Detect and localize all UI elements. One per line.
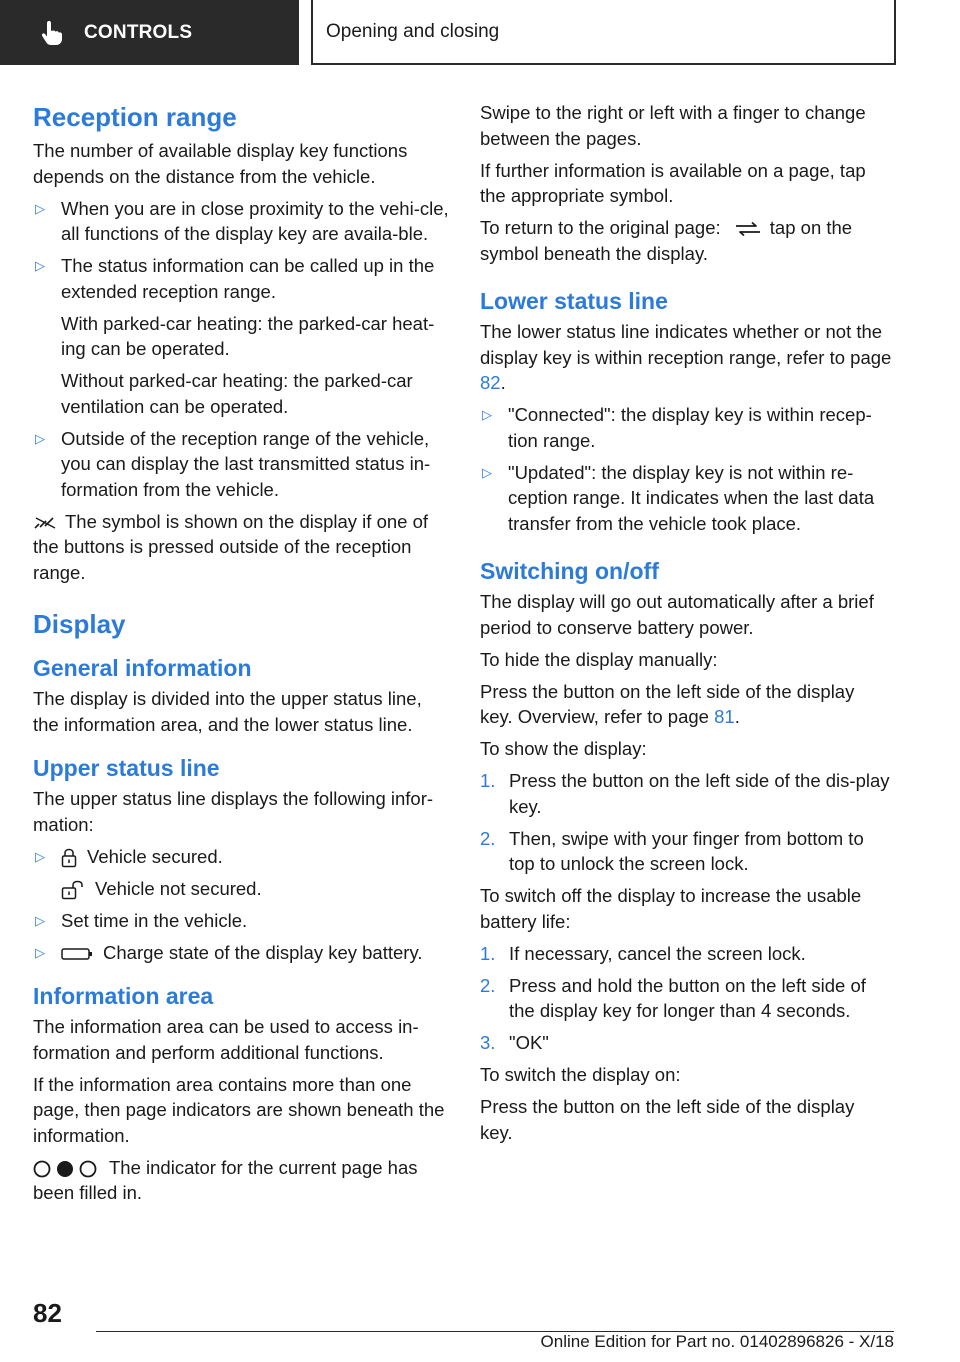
lock-open-icon [61, 880, 85, 900]
step-number: 3. [480, 1032, 496, 1053]
page-link-81[interactable]: 81 [714, 706, 735, 727]
footer-edition: Online Edition for Part no. 01402896826 - X/18 [540, 1332, 894, 1351]
step-number: 1. [480, 770, 496, 791]
hand-pointer-icon [40, 20, 64, 46]
bullet-marker: ▷ [482, 464, 492, 480]
list-item: ▷ "Connected": the display key is within recep‐tion range. [482, 404, 872, 451]
page-indicator-icon [33, 1159, 99, 1179]
list-item: 3. "OK" [480, 1030, 892, 1056]
step-number: 2. [480, 974, 496, 996]
general-information-text: The display is divided into the upper status line, the information area, and the lower status line. [33, 688, 422, 735]
upper-status-line-heading: Upper status line [33, 755, 220, 781]
list-item: ▷ The status information can be called up in the extended reception range. With parked-car heating: the parked-car heat‐ing can be operated. Without parked-car heating: the parked-car ventilation can be operated. [33, 253, 451, 419]
reception-list [33, 196, 451, 503]
sub-paragraph: Without parked-car heating: the parked-car ventilation can be operated. [61, 370, 413, 417]
header-chapter-tab [311, 0, 896, 65]
switch-text-2: To hide the display manually: [480, 648, 718, 670]
no-signal-icon [33, 516, 57, 530]
list-item: 1. Press the button on the left side of the dis‐play key. [480, 770, 890, 817]
chapter-title: Opening and closing [326, 20, 500, 42]
lower-status-line-heading: Lower status line [480, 288, 668, 314]
switch-off-steps [480, 941, 892, 1056]
list-item: 2. Press and hold the button on the left side of the display key for longer than 4 seconds. [480, 974, 866, 1021]
list-item: 2. Then, swipe with your finger from bottom to top to unlock the screen lock. [480, 827, 864, 874]
step-number: 1. [480, 942, 496, 964]
upper-status-list [33, 844, 451, 966]
back-arrows-icon [734, 221, 762, 237]
list-item: ▷ Set time in the vehicle. [33, 908, 451, 934]
page-indicator-note: The indicator for the current page has been filled in. [33, 1156, 418, 1203]
page-link-82[interactable]: 82 [480, 372, 501, 393]
further-info-text: If further information is available on a page, tap the appropriate symbol. [480, 159, 866, 206]
reception-range-heading: Reception range [33, 102, 237, 132]
reception-intro: The number of available display key functions depends on the distance from the vehicle. [33, 140, 408, 187]
left-column [33, 100, 451, 1212]
lock-closed-icon [61, 848, 77, 868]
lower-status-line-text: The lower status line indicates whether or not the display key is within reception range, refer to page 82. [480, 321, 892, 393]
out-of-range-note: The symbol is shown on the display if one of the buttons is pressed outside of the reception range. [33, 510, 428, 583]
list-item: 1. If necessary, cancel the screen lock. [480, 941, 892, 967]
list-item: ▷ Outside of the reception range of the vehicle, you can display the last transmitted status in‐formation from the vehicle. [35, 427, 431, 500]
information-area-text: The information area can be used to access in‐formation and perform additional functions. [33, 1016, 419, 1063]
battery-icon [61, 947, 93, 961]
switch-text-1: The display will go out automatically after a brief period to conserve battery power. [480, 591, 874, 638]
bullet-marker: ▷ [35, 912, 45, 928]
right-column [480, 100, 892, 1152]
switch-text-7: Press the button on the left side of the display key. [480, 1096, 855, 1143]
swipe-text: Swipe to the right or left with a finger to change between the pages. [480, 102, 866, 149]
bullet-marker: ▷ [35, 430, 45, 446]
header-section-tab [0, 0, 299, 65]
list-item: ▷ "Updated": the display key is not within re‐ception range. It indicates when the last data transfer from the vehicle took place. [482, 461, 875, 534]
switching-heading: Switching on/off [480, 558, 659, 584]
list-item: ▷ Charge state of the display key battery. [33, 940, 451, 966]
switch-text-3: Press the button on the left side of the display key. Overview, refer to page 81. [480, 680, 855, 727]
bullet-marker: ▷ [35, 258, 45, 273]
information-area-heading: Information area [33, 983, 214, 1009]
display-heading: Display [33, 609, 126, 639]
show-display-steps [480, 768, 892, 877]
bullet-marker: ▷ [35, 848, 45, 864]
step-number: 2. [480, 827, 496, 849]
list-item: ▷ Vehicle secured. Vehicle not secured. [33, 844, 451, 902]
switch-text-6: To switch the display on: [480, 1064, 681, 1085]
section-title: CONTROLS [84, 21, 193, 43]
bullet-marker: ▷ [35, 944, 45, 960]
bullet-marker: ▷ [35, 200, 45, 216]
lower-status-list [480, 402, 892, 536]
information-area-text-2: If the information area contains more than one page, then page indicators are shown beneath the information. [33, 1073, 445, 1146]
page-number: 82 [33, 1298, 62, 1328]
sub-paragraph: Vehicle not secured. [61, 876, 451, 902]
bullet-marker: ▷ [482, 407, 492, 422]
return-text: To return to the original page: tap on the symbol beneath the display. [480, 217, 853, 264]
upper-status-line-text: The upper status line displays the following infor‐mation: [33, 788, 434, 835]
switch-text-5: To switch off the display to increase the usable battery life: [480, 885, 862, 932]
list-item: ▷ When you are in close proximity to the vehi‐cle, all functions of the display key are availa‐ble. [35, 197, 449, 244]
switch-text-4: To show the display: [480, 738, 647, 759]
general-information-heading: General information [33, 655, 252, 681]
sub-paragraph: With parked-car heating: the parked-car heat‐ing can be operated. [61, 312, 435, 359]
